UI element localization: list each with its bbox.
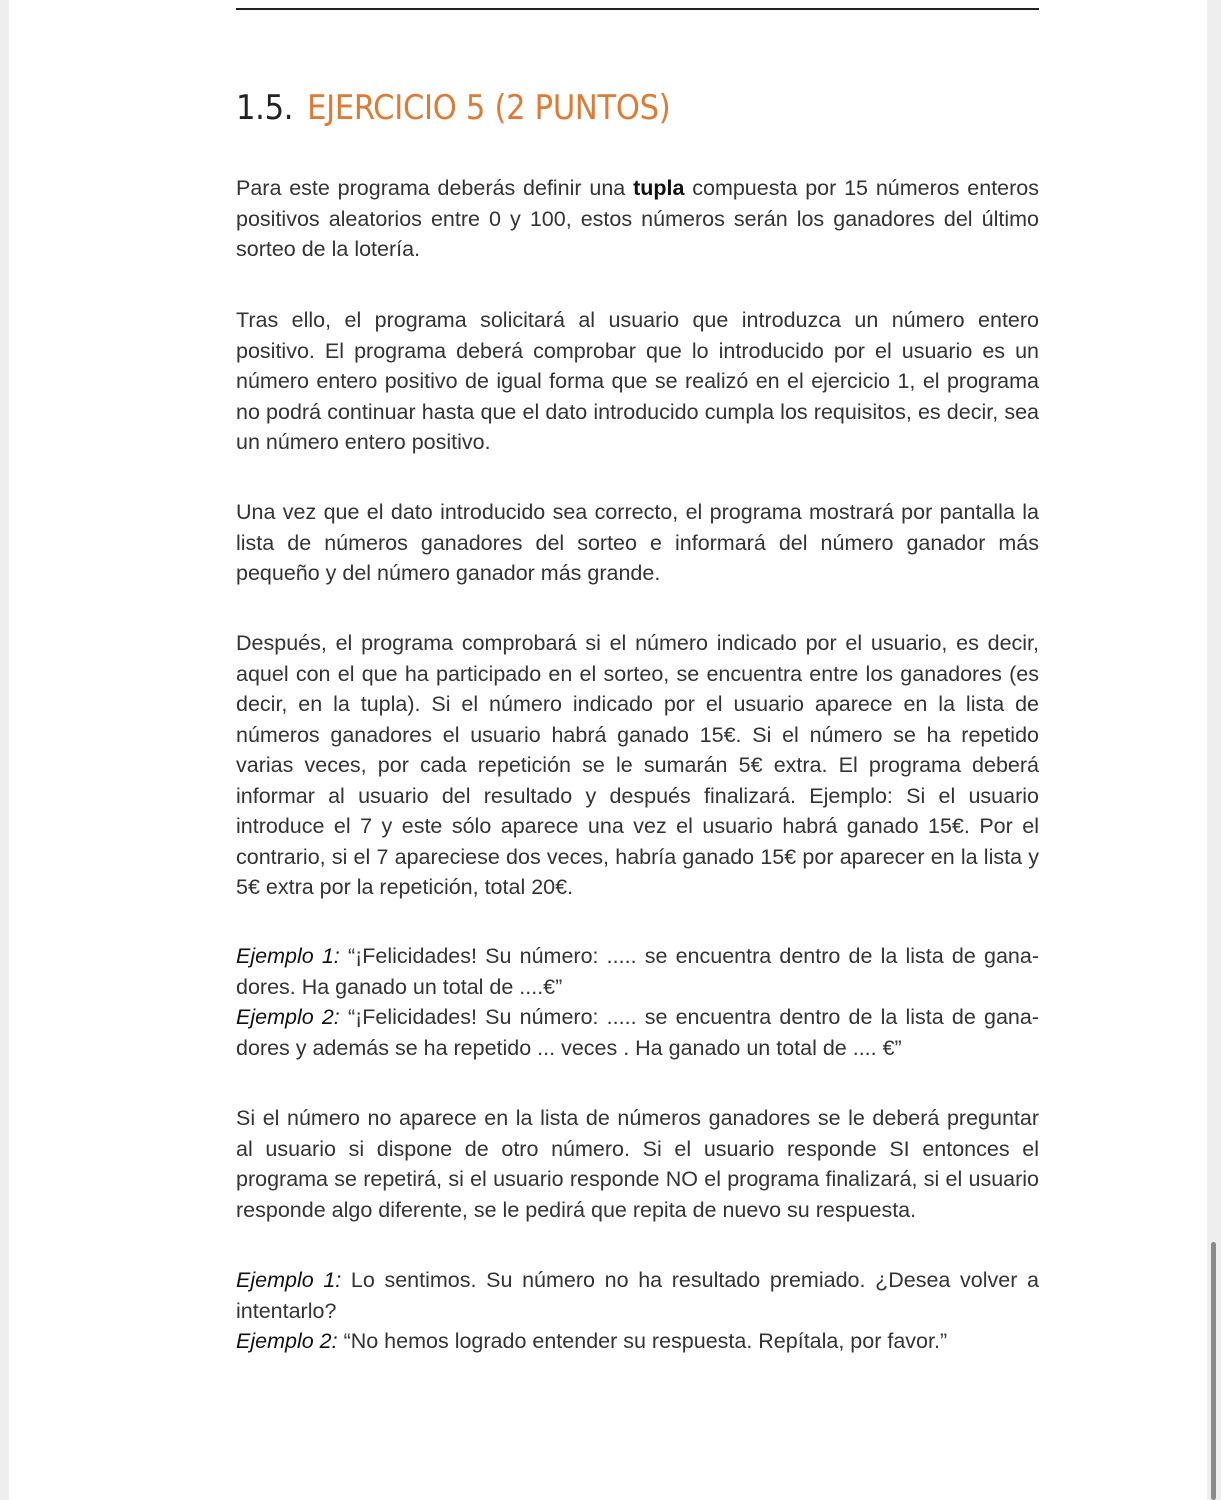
p1-after: compuesta por 15 números enteros positivos aleatorios entre 0 y 100, estos números serán los ganadores del último sorteo de la lotería. bbox=[236, 176, 1039, 261]
paragraph-retry: Si el número no aparece en la lista de números ganadores se le deberá preguntar al usuario si dispone de otro número. Si el usuario responde SI entonces el programa se repetirá, si el usuario responde NO el programa finalizará, si el usuario responde algo diferente, se le pedirá que repita de nuevo su respuesta. bbox=[236, 1106, 1039, 1222]
scrollbar-thumb[interactable] bbox=[1211, 1242, 1216, 1500]
example-1-text: Lo sentimos. Su número no ha resultado premiado. ¿Desea volver a intentarlo? bbox=[236, 1268, 1039, 1323]
section-title: EJERCICIO 5 (2 PUNTOS) bbox=[307, 88, 671, 128]
example-2-text: “No hemos logrado entender su respuesta. Repítala, por favor.” bbox=[337, 1329, 948, 1353]
examples-losing bbox=[236, 1265, 1039, 1357]
examples-winning bbox=[236, 941, 1039, 1063]
example-1-text: “¡Felicidades! Su número: ..... se encuentra dentro de la lista de ganadores. Ha ganado un total de ....€” bbox=[236, 944, 1039, 999]
document-page bbox=[9, 0, 1207, 1500]
example-1-label: Ejemplo 1: bbox=[236, 944, 340, 968]
example-2-label: Ejemplo 2: bbox=[236, 1329, 338, 1353]
section-number: 1.5. bbox=[236, 88, 294, 128]
scrollbar[interactable] bbox=[1207, 0, 1221, 1500]
p1-before: Para este programa deberás definir una bbox=[236, 176, 634, 200]
paragraph-check-number: Después, el programa comprobará si el número indicado por el usuario, es decir, aquel con el que ha participado en el sorteo, se encuentra entre los ganadores (es decir, en la tupla). Si el número indicado por el usuario aparece en la lista de números ganadores el usuario habrá ganado 15€. Si el número se ha repetido varias veces, por cada repetición se le sumarán 5€ extra. El programa deberá informar al usuario del resultado y después finalizará. Ejemplo: Si el usuario introduce el 7 y este sólo aparece una vez el usuario habrá ganado 15€. Por el contrario, si el 7 apareciese dos veces, habría ganado 15€ por aparecer en la lista y 5€ extra por la repetición, total 20€. bbox=[236, 631, 1039, 899]
example-2-text: “¡Felicidades! Su número: ..... se encuentra dentro de la lista de ganadores y además se ha repetido ... veces . Ha ganado un total de .... €” bbox=[236, 1005, 1039, 1060]
example-2-label: Ejemplo 2: bbox=[236, 1005, 340, 1029]
paragraph-user-input: Tras ello, el programa solicitará al usuario que introduzca un número entero positivo. El programa deberá comprobar que lo introducido por el usuario es un número entero positivo de igual forma que se realizó en el ejercicio 1, el programa no podrá continuar hasta que el dato introducido cumpla los requisitos, es decir, sea un número entero positivo. bbox=[236, 308, 1039, 454]
p1-bold-term: tupla bbox=[633, 176, 685, 200]
example-1-label: Ejemplo 1: bbox=[236, 1268, 342, 1292]
section-heading bbox=[236, 88, 1039, 128]
top-rule bbox=[236, 8, 1039, 10]
paragraph-tuple-definition bbox=[236, 173, 1039, 265]
paragraph-show-list: Una vez que el dato introducido sea correcto, el programa mostrará por pantalla la lista de números ganadores del sorteo e informará del número ganador más pequeño y del número ganador más grande. bbox=[236, 500, 1039, 585]
